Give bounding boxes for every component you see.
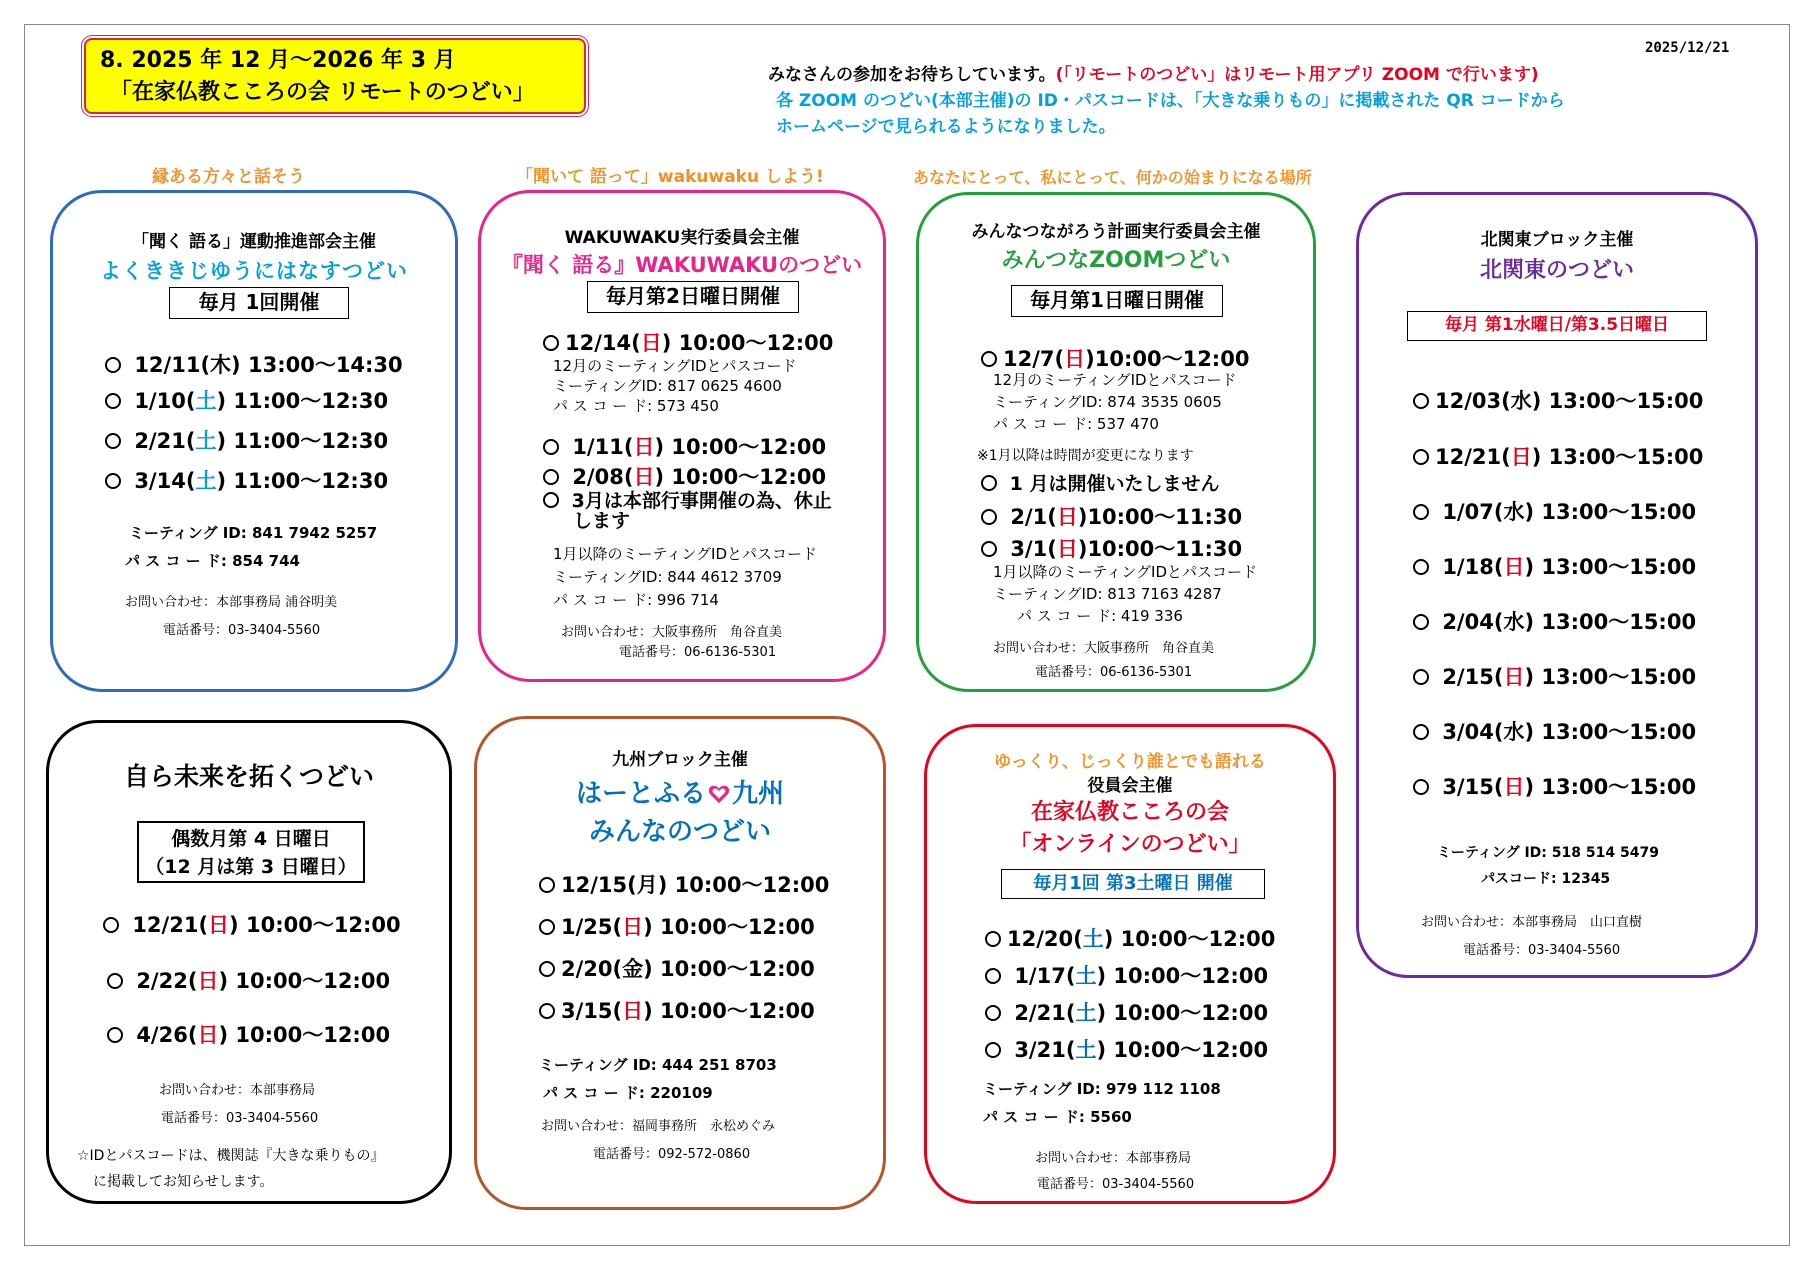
session-row: 12/21(日) 13:00～15:00 — [1413, 441, 1703, 471]
card2-dec-info — [553, 356, 797, 416]
session-row: 2/21(土) 11:00～12:30 — [105, 425, 388, 455]
catchphrase-1: 縁ある方々と話そう — [152, 167, 305, 187]
bullet-icon — [1413, 724, 1429, 740]
session-row: 1/18(日) 13:00～15:00 — [1413, 551, 1696, 581]
bullet-icon — [1413, 614, 1429, 630]
card3-phone: 電話番号：06-6136-5301 — [1035, 665, 1193, 680]
card6-phone: 電話番号：092-572-0860 — [593, 1147, 751, 1162]
card2-phone: 電話番号：06-6136-5301 — [619, 645, 777, 660]
bullet-icon — [105, 473, 121, 489]
title-line-1: 8. 2025 年 12 月～2026 年 3 月 — [100, 48, 456, 73]
session-row: 3/1(日)10:00～11:30 — [981, 533, 1242, 563]
card4-organizer: 北関東ブロック主催 — [1480, 230, 1634, 250]
catchphrase-2: 「聞いて 語って」wakuwaku しよう! — [516, 167, 824, 187]
session-row: 12/15(月) 10:00～12:00 — [539, 869, 829, 899]
card3-note: ※1月以降は時間が変更になります — [977, 448, 1194, 464]
session-row: 1/25(日) 10:00～12:00 — [539, 911, 815, 941]
session-row: 2/20(金) 10:00～12:00 — [539, 953, 815, 983]
card-yokukiki — [50, 190, 458, 692]
card3-jan-info — [993, 561, 1257, 627]
bullet-icon — [1413, 779, 1429, 795]
session-row: 1/11(日) 10:00～12:00 — [543, 431, 826, 461]
card4-name: 北関東のつどい — [1479, 258, 1634, 283]
card5-schedule — [137, 821, 365, 883]
session-row: 2/04(水) 13:00～15:00 — [1413, 606, 1696, 636]
bullet-icon — [981, 541, 997, 557]
card-mintsuna — [916, 192, 1316, 692]
card3-jan-label: 1月以降のミーティングIDとパスコード — [993, 563, 1258, 581]
card3-dec-label: 12月のミーティングIDとパスコード — [993, 371, 1237, 389]
bullet-icon — [107, 973, 123, 989]
card6-name-a: はーとふる — [575, 779, 706, 809]
card2-schedule: 毎月第2日曜日開催 — [587, 281, 799, 313]
card3-dec-info — [993, 369, 1237, 435]
card7-contact: お問い合わせ：本部事務局 — [1035, 1151, 1192, 1166]
card5-schedule-line2: （12 月は第 3 日曜日） — [145, 856, 357, 878]
bullet-icon — [981, 509, 997, 525]
card5-note1: ☆IDとパスコードは、機関誌『大きな乗りもの』 — [77, 1148, 385, 1164]
card4-meeting-id: ミーティング ID: 518 514 5479 — [1437, 845, 1659, 861]
bullet-icon — [981, 475, 997, 491]
session-row: 2/1(日)10:00～11:30 — [981, 501, 1242, 531]
bullet-icon — [543, 492, 559, 508]
card7-name2: 「オンラインのつどい」 — [1009, 832, 1251, 857]
card2-contact: お問い合わせ：大阪事務所 角谷直美 — [561, 625, 783, 640]
bullet-icon — [1413, 504, 1429, 520]
card7-organizer: 役員会主催 — [1087, 776, 1173, 796]
bullet-icon — [107, 1027, 123, 1043]
card5-contact: お問い合わせ：本部事務局 — [159, 1083, 316, 1098]
session-row: 12/7(日)10:00～12:00 — [981, 343, 1249, 373]
bullet-icon — [103, 917, 119, 933]
card7-meeting-id: ミーティング ID: 979 112 1108 — [983, 1080, 1221, 1098]
session-row: 12/21(日) 10:00～12:00 — [103, 909, 401, 939]
card5-schedule-line1: 偶数月第 4 日曜日 — [171, 828, 331, 850]
card-mirai — [46, 720, 452, 1204]
card5-phone: 電話番号：03-3404-5560 — [161, 1111, 319, 1126]
card6-passcode: パ ス コ ー ド: 220109 — [543, 1084, 713, 1102]
card4-passcode: パスコード: 12345 — [1481, 871, 1611, 887]
card3-dec-id: ミーティングID: 874 3535 0605 — [993, 393, 1222, 411]
bullet-icon — [985, 931, 1001, 947]
bullet-icon — [543, 469, 559, 485]
card6-meeting-id: ミーティング ID: 444 251 8703 — [539, 1056, 777, 1074]
bullet-icon — [985, 1042, 1001, 1058]
card-online — [924, 724, 1336, 1204]
bullet-icon — [1413, 669, 1429, 685]
session-row: 2/08(日) 10:00～12:00 — [543, 461, 826, 491]
bullet-icon — [539, 1003, 555, 1019]
card6-organizer: 九州ブロック主催 — [612, 750, 748, 770]
card2-dec-pass: パ ス コ ー ド: 573 450 — [553, 397, 719, 415]
card7-name1: 在家仏教こころの会 — [1030, 800, 1229, 825]
heart-icon — [708, 784, 730, 804]
session-row: 3月は本部行事開催の為、休止 します — [543, 491, 832, 531]
intro-line1-b: (「リモートのつどい」はリモート用アプリ ZOOM で行います) — [1055, 65, 1539, 85]
card1-organizer: 「聞く 語る」運動推進部会主催 — [132, 232, 376, 252]
session-row: 1/10(土) 11:00～12:30 — [105, 385, 388, 415]
bullet-icon — [105, 393, 121, 409]
session-row: 3/15(日) 13:00～15:00 — [1413, 771, 1696, 801]
intro-line2: 各 ZOOM のつどい(本部主催)の ID・パスコードは、「大きな乗りもの」に掲載された QR コードから — [776, 91, 1565, 111]
card2-dec-label: 12月のミーティングIDとパスコード — [553, 357, 797, 375]
card5-name: 自ら未来を拓くつどい — [123, 762, 374, 791]
bullet-icon — [1413, 559, 1429, 575]
card3-organizer: みんなつながろう計画実行委員会主催 — [971, 222, 1261, 242]
card1-phone: 電話番号：03-3404-5560 — [163, 623, 321, 638]
session-row: 3/21(土) 10:00～12:00 — [985, 1034, 1268, 1064]
bullet-icon — [539, 919, 555, 935]
session-row: 1/07(水) 13:00～15:00 — [1413, 496, 1696, 526]
card2-name: 『聞く 語る』WAKUWAKUのつどい — [501, 253, 863, 277]
session-row: 3/15(日) 10:00～12:00 — [539, 995, 815, 1025]
bullet-icon — [105, 433, 121, 449]
card1-name: よくききじゆうにはなすつどい — [100, 259, 408, 283]
session-row: 2/22(日) 10:00～12:00 — [107, 965, 390, 995]
bullet-icon — [985, 1005, 1001, 1021]
card2-dec-id: ミーティングID: 817 0625 4600 — [553, 377, 782, 395]
session-row: 2/21(土) 10:00～12:00 — [985, 997, 1268, 1027]
bullet-icon — [1413, 449, 1429, 465]
bullet-icon — [539, 961, 555, 977]
title-line-2: 「在家仏教こころの会 リモートのつどい」 — [110, 80, 535, 105]
card1-meeting-id: ミーティング ID: 841 7942 5257 — [129, 524, 378, 542]
bullet-icon — [105, 357, 121, 373]
page-title — [84, 38, 586, 114]
bullet-icon — [1413, 393, 1429, 409]
card4-contact: お問い合わせ：本部事務局 山口直樹 — [1421, 915, 1643, 930]
card6-name-b: 九州 — [732, 779, 785, 809]
card7-catch: ゆっくり、じっくり誰とでも語れる — [994, 752, 1266, 772]
session-row: 12/11(木) 13:00～14:30 — [105, 349, 403, 379]
session-row: 3/04(水) 13:00～15:00 — [1413, 716, 1696, 746]
session-row: 1 月は開催いたしません — [981, 469, 1219, 496]
card7-schedule: 毎月1回 第3土曜日 開催 — [1001, 869, 1265, 899]
bullet-icon — [985, 968, 1001, 984]
card2-organizer: WAKUWAKU実行委員会主催 — [564, 228, 800, 248]
session-row: 2/15(日) 13:00～15:00 — [1413, 661, 1696, 691]
card-kitakanto — [1356, 192, 1758, 978]
intro-line1-a: みなさんの参加をお待ちしています。 — [768, 65, 1056, 85]
card7-passcode: パ ス コ ー ド: 5560 — [983, 1108, 1132, 1126]
card5-note2: に掲載してお知らせします。 — [93, 1174, 274, 1190]
card3-jan-id: ミーティングID: 813 7163 4287 — [993, 585, 1222, 603]
card1-schedule: 毎月 1回開催 — [169, 287, 349, 319]
card1-passcode: パ ス コ ー ド: 854 744 — [125, 552, 300, 570]
card3-schedule: 毎月第1日曜日開催 — [1011, 285, 1223, 317]
bullet-icon — [543, 439, 559, 455]
card3-contact: お問い合わせ：大阪事務所 角谷直美 — [993, 641, 1215, 656]
card2-jan-info — [553, 543, 817, 612]
session-row: 3/14(土) 11:00～12:30 — [105, 465, 388, 495]
card3-dec-pass: パ ス コ ー ド: 537 470 — [993, 415, 1159, 433]
document-date: 2025/12/21 — [1645, 40, 1730, 56]
session-row: 1/17(土) 10:00～12:00 — [985, 960, 1268, 990]
card1-contact: お問い合わせ：本部事務局 浦谷明美 — [125, 595, 338, 610]
card6-name2: みんなのつどい — [588, 817, 771, 847]
card2-jan-label: 1月以降のミーティングIDとパスコード — [553, 545, 818, 563]
intro-text — [768, 62, 1565, 140]
card2-jan-id: ミーティングID: 844 4612 3709 — [553, 568, 782, 586]
catchphrase-3: あなたにとって、私にとって、何かの始まりになる場所 — [913, 168, 1312, 187]
card3-name: みんつなZOOMつどい — [1001, 248, 1231, 273]
card4-schedule: 毎月 第1水曜日/第3.5日曜日 — [1407, 311, 1707, 341]
card7-phone: 電話番号：03-3404-5560 — [1037, 1177, 1195, 1192]
card4-phone: 電話番号：03-3404-5560 — [1463, 943, 1621, 958]
card3-jan-pass: パ ス コ ー ド: 419 336 — [1017, 607, 1183, 625]
card6-name — [477, 773, 883, 810]
bullet-icon — [981, 351, 997, 367]
intro-line3: ホームページで見られるようになりました。 — [776, 117, 1116, 137]
session-row: 12/03(水) 13:00～15:00 — [1413, 385, 1703, 415]
session-row: 4/26(日) 10:00～12:00 — [107, 1019, 390, 1049]
session-row: 12/20(土) 10:00～12:00 — [985, 923, 1275, 953]
bullet-icon — [539, 877, 555, 893]
card2-jan-pass: パ ス コ ー ド: 996 714 — [553, 591, 719, 609]
bullet-icon — [543, 335, 559, 351]
card-wakuwaku — [478, 190, 886, 682]
session-row: 12/14(日) 10:00～12:00 — [543, 327, 833, 357]
card-heartful — [474, 716, 886, 1210]
card6-contact: お問い合わせ：福岡事務所 永松めぐみ — [541, 1119, 776, 1134]
